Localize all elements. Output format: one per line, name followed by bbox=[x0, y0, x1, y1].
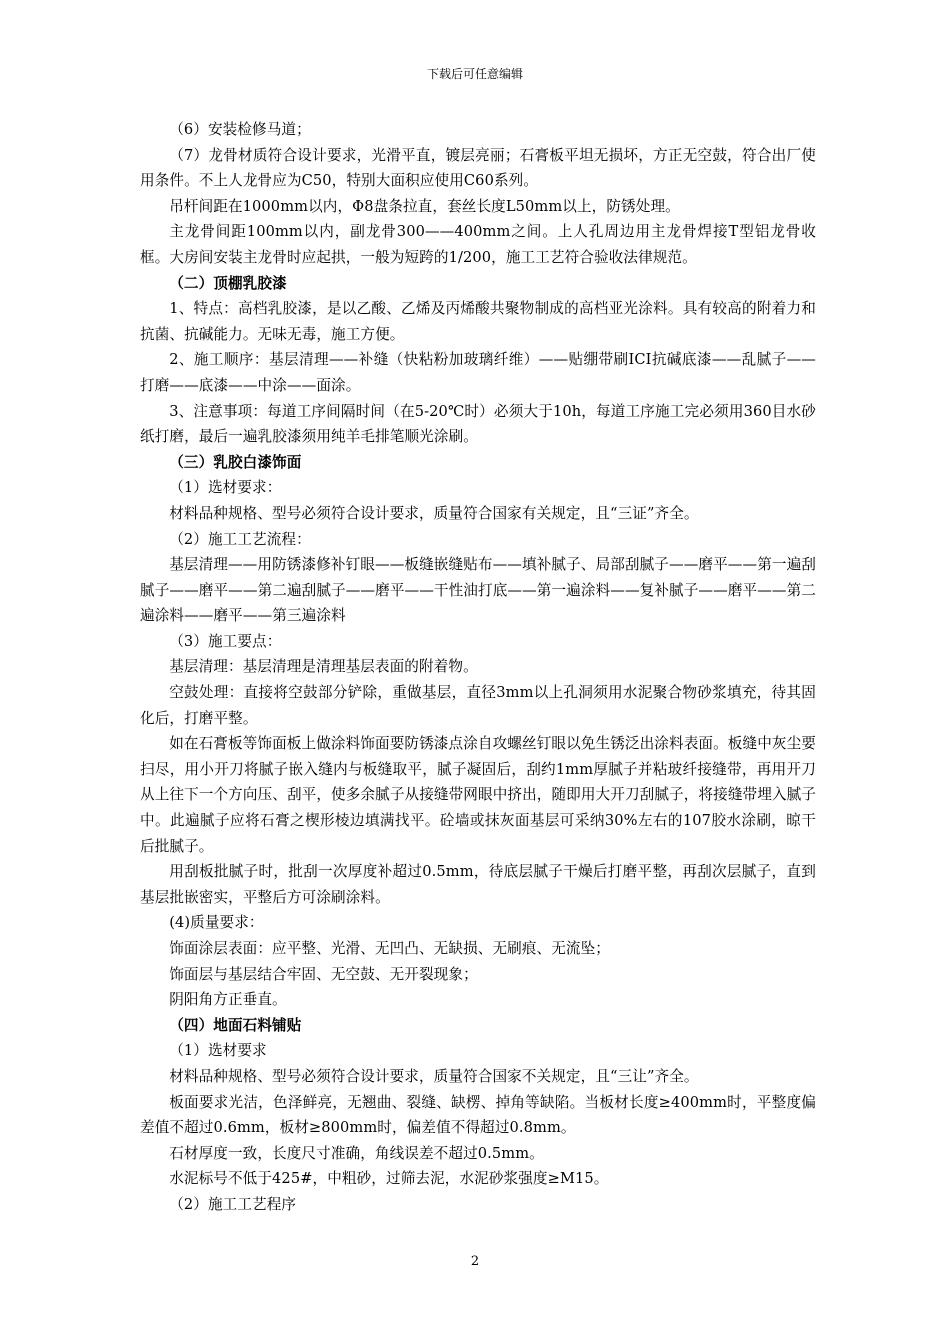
paragraph: （1）选材要求 bbox=[169, 1042, 267, 1060]
paragraph: 材料品种规格、型号必须符合设计要求，质量符合国家有关规定，且“三证”齐全。 bbox=[169, 504, 699, 522]
document-body bbox=[140, 117, 816, 1218]
paragraph: 3、注意事项：每道工序间隔时间（在5-20℃时）必须大于10h，每道工序施工完必须用360目水砂纸打磨，最后一遍乳胶漆须用纯羊毛排笔顺光涂刷。 bbox=[140, 402, 816, 446]
paragraph: （2）施工工艺程序 bbox=[169, 1195, 297, 1213]
paragraph: 吊杆间距在1000mm以内，Φ8盘条拉直，套丝长度L50mm以上，防锈处理。 bbox=[169, 197, 680, 215]
paragraph: 空鼓处理：直接将空鼓部分铲除，重做基层，直径3mm以上孔洞须用水泥聚合物砂浆填充，待其固化后，打磨平整。 bbox=[140, 684, 816, 727]
paragraph: 水泥标号不低于425#，中粗砂，过筛去泥，水泥砂浆强度≥M15。 bbox=[169, 1170, 609, 1188]
paragraph: （2）施工工艺流程： bbox=[169, 530, 311, 548]
page-number: 2 bbox=[470, 1254, 480, 1269]
paragraph: (4)质量要求： bbox=[169, 914, 264, 932]
paragraph: 基层清理——用防锈漆修补钉眼——板缝嵌缝贴布——填补腻子、局部刮腻子——磨平——第一遍刮腻子——磨平——第二遍刮腻子——磨平——干性油打底——第一遍涂料——复补腻子——磨平——第二遍涂料——磨平——第三遍涂料 bbox=[140, 556, 816, 625]
paragraph: （7）龙骨材质符合设计要求，光滑平直，镀层亮丽；石膏板平坦无损坏，方正无空鼓，符合出厂使用条件。不上人龙骨应为C50，特别大面积应使用C60系列。 bbox=[140, 146, 816, 190]
paragraph: 基层清理：基层清理是清理基层表面的附着物。 bbox=[169, 658, 478, 676]
paragraph: （6）安装检修马道； bbox=[169, 121, 311, 138]
paragraph: 用刮板批腻子时，批刮一次厚度补超过0.5mm，待底层腻子干燥后打磨平整，再刮次层腻子，直到基层批嵌密实，平整后方可涂刷涂料。 bbox=[140, 863, 816, 906]
paragraph: （3）施工要点： bbox=[169, 632, 282, 650]
section-heading: （二）顶棚乳胶漆 bbox=[169, 274, 287, 292]
paragraph: 如在石膏板等饰面板上做涂料饰面要防锈漆点涂自攻螺丝钉眼以免生锈泛出涂料表面。板缝中灰尘要扫尽，用小开刀将腻子嵌入缝内与板缝取平，腻子凝固后，刮约1mm厚腻子并粘玻纤接缝带，再用开刀从上往下一个方向压、刮平，使多余腻子从接缝带网眼中挤出，随即用大开刀刮腻子，将接缝带埋入腻子中。此遍腻子应将石膏之楔形棱边填满找平。砼墙或抹灰面基层可采纳30%左右的107胶水涂刷，晾干后批腻子。 bbox=[140, 735, 816, 855]
page-header: 下载后可任意编辑 bbox=[426, 67, 523, 81]
paragraph: 饰面涂层表面：应平整、光滑、无凹凸、无缺损、无刷痕、无流坠； bbox=[169, 940, 611, 957]
section-heading: （三）乳胶白漆饰面 bbox=[169, 453, 302, 471]
paragraph: 饰面层与基层结合牢固、无空鼓、无开裂现象； bbox=[169, 965, 478, 983]
paragraph: 1、特点：高档乳胶漆，是以乙酸、乙烯及丙烯酸共聚物制成的高档亚光涂料。具有较高的附着力和抗菌、抗碱能力。无味无毒，施工方便。 bbox=[140, 300, 816, 343]
paragraph: 石材厚度一致，长度尺寸准确，角线误差不超过0.5mm。 bbox=[169, 1144, 544, 1162]
paragraph: 材料品种规格、型号必须符合设计要求，质量符合国家不关规定，且“三让”齐全。 bbox=[169, 1067, 699, 1085]
paragraph: 主龙骨间距100mm以内，副龙骨300——400mm之间。上人孔周边用主龙骨焊接T型铝龙骨收框。大房间安装主龙骨时应起拱，一般为短跨的1/200，施工工艺符合验收法律规范。 bbox=[140, 223, 816, 266]
paragraph: 2、施工顺序：基层清理——补缝（快粘粉加玻璃纤维）——贴绷带刷ICI抗碱底漆——乱腻子——打磨——底漆——中涂——面涂。 bbox=[140, 351, 816, 394]
section-heading: （四）地面石料铺贴 bbox=[169, 1016, 302, 1034]
paragraph: 板面要求光洁，色泽鲜亮，无翘曲、裂缝、缺楞、掉角等缺陷。当板材长度≥400mm时，平整度偏差值不超过0.6mm，板材≥800mm时，偏差值不得超过0.8mm。 bbox=[140, 1093, 816, 1137]
paragraph: 阴阳角方正垂直。 bbox=[169, 991, 287, 1009]
paragraph: （1）选材要求： bbox=[169, 479, 282, 497]
